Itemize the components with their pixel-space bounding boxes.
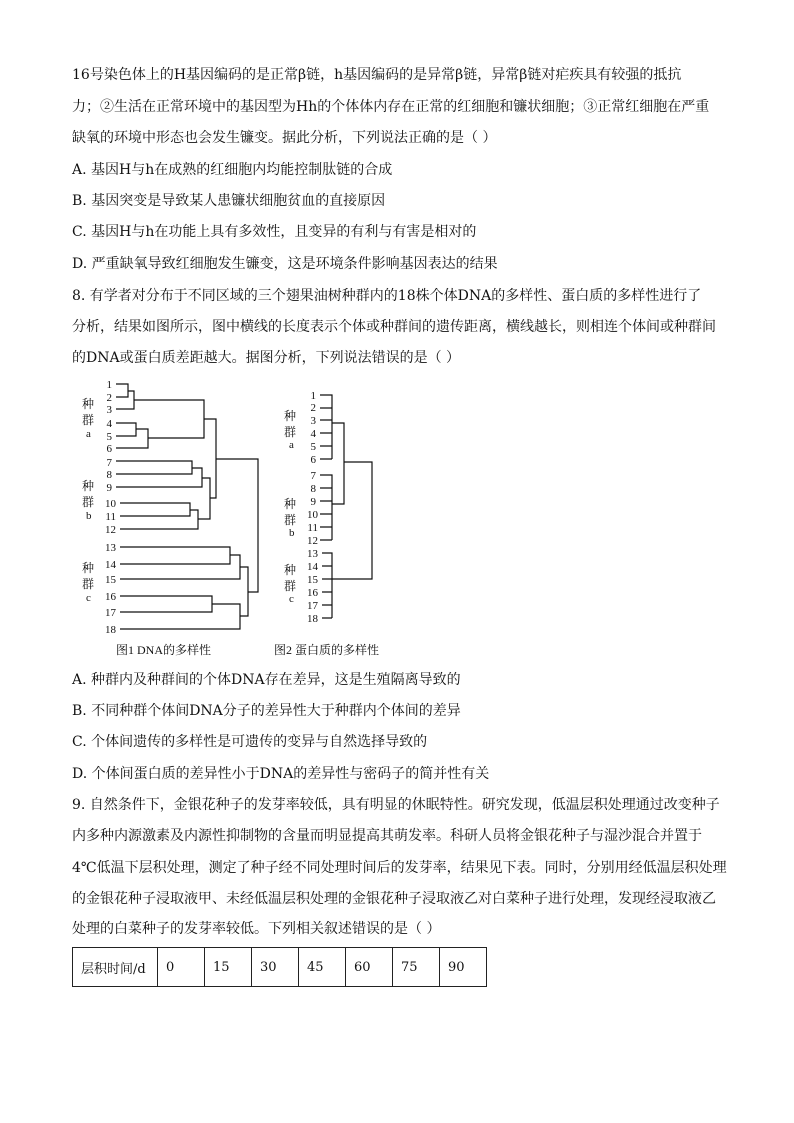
q9-stem-line-3: 4℃低温下层积处理，测定了种子经不同处理时间后的发芽率，结果见下表。同时，分别用经低温层积处理 xyxy=(72,860,727,876)
svg-text:群: 群 xyxy=(284,579,297,593)
q8-stem-line-1: 8. 有学者对分布于不同区域的三个翅果油树种群内的18株个体DNA的多样性、蛋白质的多样性进行了 xyxy=(72,288,702,304)
svg-text:5: 5 xyxy=(310,441,316,453)
q9-stem-line-1: 9. 自然条件下，金银花种子的发芽率较低，具有明显的休眠特性。研究发现，低温层积处理通过改变种子 xyxy=(72,797,720,813)
svg-text:群: 群 xyxy=(284,425,297,439)
svg-text:群: 群 xyxy=(82,495,95,509)
svg-text:a: a xyxy=(289,439,294,451)
svg-text:c: c xyxy=(86,592,91,604)
svg-text:种: 种 xyxy=(82,561,95,575)
svg-text:3: 3 xyxy=(310,415,316,427)
svg-text:14: 14 xyxy=(307,561,318,573)
table-cell: 75 xyxy=(393,948,440,987)
svg-text:3: 3 xyxy=(106,404,112,416)
figure-1-tree-lines xyxy=(116,384,258,629)
svg-text:11: 11 xyxy=(307,522,318,534)
table-cell: 90 xyxy=(440,948,487,987)
q9-stem-line-2: 内多种内源激素及内源性抑制物的含量而明显提高其萌发率。科研人员将金银花种子与湿沙混合并置于 xyxy=(72,828,702,844)
svg-text:12: 12 xyxy=(307,535,318,547)
svg-text:群: 群 xyxy=(82,413,95,427)
svg-text:11: 11 xyxy=(105,511,116,523)
q7-stem-line-1: 16号染色体上的H基因编码的是正常β链，h基因编码的是异常β链，异常β链对疟疾具有较强的抵抗 xyxy=(72,67,682,83)
q7-stem-line-2: 力；②生活在正常环境中的基因型为Hh的个体体内存在正常的红细胞和镰状细胞；③正常红细胞在严重 xyxy=(72,99,710,115)
svg-text:9: 9 xyxy=(106,482,112,494)
q8-option-d: D. 个体间蛋白质的差异性小于DNA的差异性与密码子的简并性有关 xyxy=(72,766,490,782)
table-header-cell: 层积时间/d xyxy=(73,948,158,987)
q9-stem-line-4: 的金银花种子浸取液甲、未经低温层积处理的金银花种子浸取液乙对白菜种子进行处理，发现经浸取液乙 xyxy=(72,891,716,907)
svg-text:b: b xyxy=(86,510,92,522)
figure-2-caption: 图2 蛋白质的多样性 xyxy=(274,643,380,657)
svg-text:b: b xyxy=(289,527,295,539)
figure-2-leaf-labels xyxy=(307,390,319,625)
figure-2-protein-dendrogram xyxy=(272,374,422,659)
svg-text:种: 种 xyxy=(82,397,95,411)
table-row xyxy=(73,948,487,987)
figure-1-pop-c-label xyxy=(82,561,94,604)
svg-text:18: 18 xyxy=(105,624,116,636)
svg-text:种: 种 xyxy=(284,563,297,577)
figure-2-pop-c-label xyxy=(284,563,296,605)
q7-option-c: C. 基因H与h在功能上具有多效性，且变异的有利与有害是相对的 xyxy=(72,224,477,240)
figure-1-leaf-labels xyxy=(105,379,117,636)
table-cell: 15 xyxy=(205,948,252,987)
figure-2-tree-lines xyxy=(320,395,372,618)
figure-1-pop-a-label xyxy=(82,397,94,440)
q8-option-b: B. 不同种群个体间DNA分子的差异性大于种群内个体间的差异 xyxy=(72,703,461,719)
svg-text:种: 种 xyxy=(284,409,297,423)
q8-stem-line-2: 分析，结果如图所示，图中横线的长度表示个体或种群间的遗传距离，横线越长，则相连个体间或种群间 xyxy=(72,319,716,335)
table-cell: 45 xyxy=(299,948,346,987)
svg-text:9: 9 xyxy=(310,496,316,508)
q7-option-b: B. 基因突变是导致某人患镰状细胞贫血的直接原因 xyxy=(72,193,386,209)
q7-option-d: D. 严重缺氧导致红细胞发生镰变，这是环境条件影响基因表达的结果 xyxy=(72,256,498,272)
svg-text:群: 群 xyxy=(82,577,95,591)
svg-text:14: 14 xyxy=(105,559,116,571)
svg-text:17: 17 xyxy=(307,600,318,612)
q8-option-c: C. 个体间遗传的多样性是可遗传的变异与自然选择导致的 xyxy=(72,734,428,750)
figure-2-pop-a-label xyxy=(284,409,296,451)
svg-text:1: 1 xyxy=(310,390,316,402)
q7-option-a: A. 基因H与h在成熟的红细胞内均能控制肽链的合成 xyxy=(72,162,393,178)
svg-text:16: 16 xyxy=(307,587,318,599)
svg-text:1: 1 xyxy=(106,379,112,391)
svg-text:7: 7 xyxy=(106,457,112,469)
svg-text:10: 10 xyxy=(307,509,318,521)
table-cell: 60 xyxy=(346,948,393,987)
svg-text:6: 6 xyxy=(106,443,112,455)
q7-stem-line-3: 缺氧的环境中形态也会发生镰变。据此分析，下列说法正确的是（ ） xyxy=(72,130,497,146)
svg-text:16: 16 xyxy=(105,591,116,603)
svg-text:2: 2 xyxy=(310,402,316,414)
svg-text:7: 7 xyxy=(310,470,316,482)
q9-stem-line-5: 处理的白菜种子的发芽率较低。下列相关叙述错误的是（ ） xyxy=(72,921,441,937)
svg-text:5: 5 xyxy=(106,431,112,443)
svg-text:12: 12 xyxy=(105,524,116,536)
svg-text:8: 8 xyxy=(310,483,316,495)
svg-text:8: 8 xyxy=(106,469,112,481)
figure-2-pop-b-label xyxy=(284,497,296,539)
svg-text:种: 种 xyxy=(82,479,95,493)
q8-option-a: A. 种群内及种群间的个体DNA存在差异，这是生殖隔离导致的 xyxy=(72,672,461,688)
svg-text:15: 15 xyxy=(307,574,318,586)
svg-text:6: 6 xyxy=(310,454,316,466)
svg-text:15: 15 xyxy=(105,574,116,586)
svg-text:a: a xyxy=(86,428,91,440)
svg-text:4: 4 xyxy=(310,428,316,440)
svg-text:种: 种 xyxy=(284,497,297,511)
table-cell: 30 xyxy=(252,948,299,987)
svg-text:4: 4 xyxy=(106,418,112,430)
figure-1-dna-dendrogram xyxy=(72,374,292,659)
svg-text:2: 2 xyxy=(106,392,112,404)
svg-text:13: 13 xyxy=(105,542,116,554)
table-cell: 0 xyxy=(158,948,205,987)
svg-text:群: 群 xyxy=(284,513,297,527)
stratification-table xyxy=(72,947,487,987)
q8-stem-line-3: 的DNA或蛋白质差距越大。据图分析，下列说法错误的是（ ） xyxy=(72,350,461,366)
svg-text:18: 18 xyxy=(307,613,318,625)
svg-text:13: 13 xyxy=(307,548,318,560)
svg-text:17: 17 xyxy=(105,607,116,619)
svg-text:c: c xyxy=(289,593,294,605)
svg-text:10: 10 xyxy=(105,498,116,510)
figure-1-pop-b-label xyxy=(82,479,94,522)
figure-1-caption: 图1 DNA的多样性 xyxy=(116,643,211,657)
